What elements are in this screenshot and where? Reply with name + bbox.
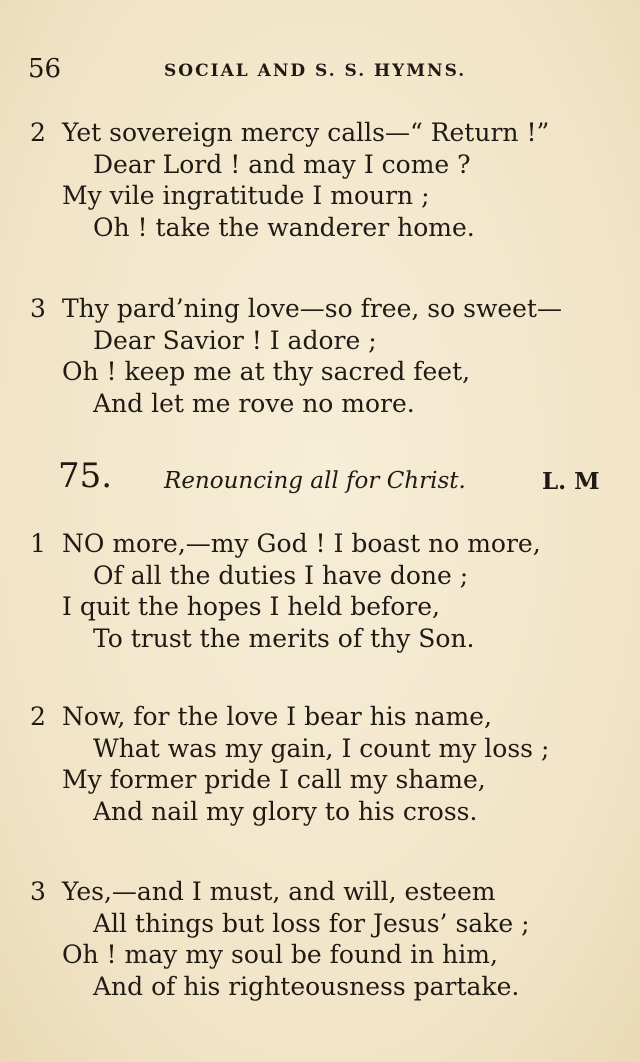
verse-line-text: I quit the hopes I held before, (62, 592, 440, 621)
verse-line-text: Oh ! keep me at thy sacred feet, (62, 357, 471, 386)
previous-hymn-verse-3 (30, 293, 620, 419)
verse-line (30, 971, 620, 1003)
verse-line (30, 764, 620, 796)
verse-line (30, 591, 620, 623)
verse-number: 3 (30, 294, 46, 323)
verse-line (30, 796, 620, 828)
hymn-verse-2 (30, 701, 620, 827)
verse-line (30, 876, 620, 908)
verse-line-text: What was my gain, I count my loss ; (93, 733, 550, 763)
verse-line-text: Of all the duties I have done ; (93, 560, 469, 590)
hymn-title: Renouncing all for Christ. (164, 468, 466, 494)
verse-line (30, 623, 620, 655)
verse-line-text: My vile ingratitude I mourn ; (62, 181, 430, 210)
verse-line-text: My former pride I call my shame, (62, 765, 486, 794)
verse-line-text: All things but loss for Jesus’ sake ; (93, 908, 530, 938)
verse-line (30, 293, 620, 325)
verse-line-text: NO more,—my God ! I boast no more, (62, 529, 541, 558)
verse-line-text: Oh ! may my soul be found in him, (62, 940, 498, 969)
verse-line (30, 528, 620, 560)
verse-line (30, 908, 620, 940)
verse-line (30, 388, 620, 420)
verse-line (30, 149, 620, 181)
verse-line (30, 356, 620, 388)
hymn-verse-1 (30, 528, 620, 654)
verse-line-text: Dear Lord ! and may I come ? (93, 149, 471, 179)
verse-line-text: Thy pard’ning love—so free, so sweet— (62, 294, 562, 323)
verse-line (30, 701, 620, 733)
verse-number: 2 (30, 118, 46, 147)
verse-line-text: Now, for the love I bear his name, (62, 702, 493, 731)
verse-line (30, 117, 620, 149)
verse-number: 1 (30, 529, 46, 558)
verse-number: 2 (30, 702, 46, 731)
verse-line-text: And let me rove no more. (93, 388, 415, 418)
verse-line (30, 733, 620, 765)
verse-line-text: And nail my glory to his cross. (93, 796, 478, 826)
verse-number: 3 (30, 877, 46, 906)
verse-line-text: Dear Savior ! I adore ; (93, 325, 377, 355)
verse-line (30, 325, 620, 357)
hymn-meter: L. M (542, 468, 600, 495)
running-head: SOCIAL AND S. S. HYMNS. (164, 61, 467, 81)
verse-line-text: Oh ! take the wanderer home. (93, 212, 475, 242)
verse-line-text: Yet sovereign mercy calls—“ Return !” (62, 118, 550, 147)
verse-line (30, 212, 620, 244)
verse-line-text: To trust the merits of thy Son. (93, 623, 475, 653)
verse-line (30, 180, 620, 212)
verse-line (30, 939, 620, 971)
previous-hymn-verse-2 (30, 117, 620, 243)
verse-line-text: And of his righteousness partake. (93, 971, 520, 1001)
verse-line (30, 560, 620, 592)
verse-line-text: Yes,—and I must, and will, esteem (62, 877, 496, 906)
hymn-number: 75. (58, 456, 113, 496)
page-header (28, 54, 608, 88)
hymn-heading (58, 456, 618, 506)
hymn-verse-3 (30, 876, 620, 1002)
page-number: 56 (28, 54, 62, 84)
